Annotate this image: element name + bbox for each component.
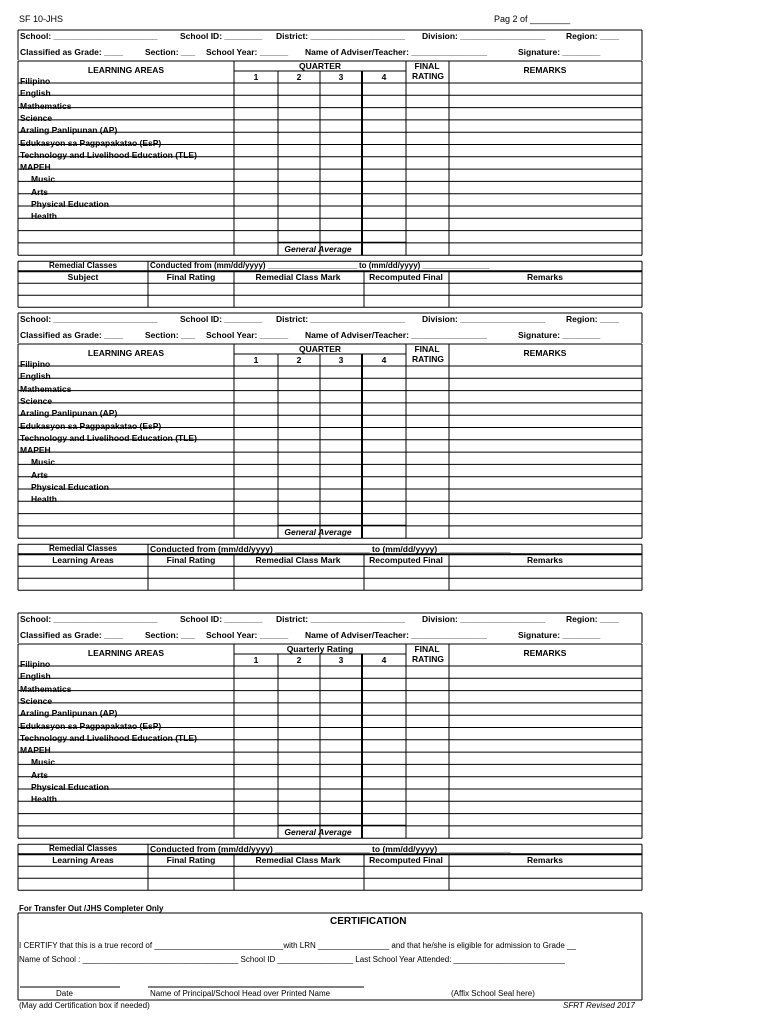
section-field: Section: ___ <box>145 330 196 340</box>
remarks-header: REMARKS <box>523 648 567 658</box>
region-field: Region: ____ <box>566 614 619 624</box>
subject-row-label: Araling Panlipunan (AP) <box>20 408 118 419</box>
section-field: Section: ___ <box>145 630 196 640</box>
remedial-col-remarks: Remarks <box>527 555 563 566</box>
remedial-col-final-rating: Final Rating <box>166 855 216 866</box>
principal-label: Name of Principal/School Head over Printed Name <box>150 989 331 998</box>
region-field: Region: ____ <box>566 314 619 324</box>
remedial-col-recomputed: Recomputed Final <box>369 555 443 566</box>
remedial-col-subject: Learning Areas <box>52 555 114 566</box>
form-code: SF 10-JHS <box>19 14 64 24</box>
quarter-2-header: 2 <box>296 355 302 365</box>
remedial-title: Remedial Classes <box>48 844 118 854</box>
school-id-field: School ID: ________ <box>180 614 263 624</box>
general-average-label: General Average <box>284 527 352 538</box>
subject-row-label: Mathematics <box>20 383 72 394</box>
subject-row-label: Edukasyon sa Pagpapakatao (EsP) <box>20 720 162 731</box>
subject-row-label: Arts <box>31 469 49 480</box>
district-field: District: ____________________ <box>276 314 406 324</box>
school-year-field: School Year: ______ <box>206 330 289 340</box>
footer-note: (May add Certification box if needed) <box>19 1001 150 1010</box>
final-header: FINAL <box>414 344 440 354</box>
subject-row-label: Technology and Livelihood Education (TLE) <box>20 732 197 743</box>
subject-row-label: Technology and Livelihood Education (TLE) <box>20 149 197 160</box>
subject-row-label: English <box>20 671 51 682</box>
subject-row-label: Science <box>20 112 53 123</box>
quarter-1-header: 1 <box>253 72 259 82</box>
subject-row-label: Health <box>31 211 57 222</box>
school-id-field: School ID: ________ <box>180 314 263 324</box>
remarks-header: REMARKS <box>523 348 567 358</box>
learning-areas-header: LEARNING AREAS <box>87 648 165 658</box>
district-field: District: ____________________ <box>276 614 406 624</box>
school-field: School: ______________________ <box>20 31 158 41</box>
signature-field: Signature: ________ <box>518 330 601 340</box>
learning-areas-header: LEARNING AREAS <box>87 348 165 358</box>
remedial-col-mark: Remedial Class Mark <box>255 272 341 283</box>
remedial-col-recomputed: Recomputed Final <box>369 855 443 866</box>
certification-title: CERTIFICATION <box>330 916 407 927</box>
remedial-title: Remedial Classes <box>48 544 118 554</box>
subject-row-label: Health <box>31 494 57 505</box>
section-field: Section: ___ <box>145 47 196 57</box>
quarter-4-header: 4 <box>381 72 387 82</box>
quarter-header: QUARTER <box>298 61 342 71</box>
transfer-note: For Transfer Out /JHS Completer Only <box>19 904 164 913</box>
subject-row-label: Filipino <box>20 359 51 369</box>
remedial-conducted-dates: Conducted from (mm/dd/yyyy) ____________________ to (mm/dd/yyyy) _______________ <box>150 844 511 855</box>
subject-row-label: Music <box>31 457 56 468</box>
remedial-col-remarks: Remarks <box>527 855 563 866</box>
adviser-field: Name of Adviser/Teacher: ________________ <box>305 47 487 57</box>
subject-row-label: MAPEH <box>20 745 51 756</box>
subject-row-label: Music <box>31 174 56 185</box>
remedial-col-recomputed: Recomputed Final <box>369 272 443 283</box>
quarter-3-header: 3 <box>338 655 344 665</box>
remedial-col-subject: Learning Areas <box>52 855 114 866</box>
quarter-1-header: 1 <box>253 355 259 365</box>
remedial-col-final-rating: Final Rating <box>166 272 216 283</box>
general-average-label: General Average <box>284 244 352 255</box>
subject-row-label: Edukasyon sa Pagpapakatao (EsP) <box>20 137 162 148</box>
subject-row-label: Technology and Livelihood Education (TLE) <box>20 432 197 443</box>
adviser-field: Name of Adviser/Teacher: ________________ <box>305 330 487 340</box>
subject-row-label: MAPEH <box>20 445 51 456</box>
remedial-col-subject: Subject <box>67 272 99 283</box>
revision-label: SFRT Revised 2017 <box>563 1001 635 1010</box>
signature-field: Signature: ________ <box>518 47 601 57</box>
subject-row-label: Physical Education <box>31 482 109 492</box>
region-field: Region: ____ <box>566 31 619 41</box>
remedial-col-mark: Remedial Class Mark <box>255 855 341 866</box>
subject-row-label: Arts <box>31 769 49 780</box>
subject-row-label: Filipino <box>20 659 51 669</box>
subject-row-label: Mathematics <box>20 683 72 694</box>
school-id-field: School ID: ________ <box>180 31 263 41</box>
division-field: Division: __________________ <box>422 31 546 41</box>
signature-field: Signature: ________ <box>518 630 601 640</box>
final-header: FINAL <box>414 61 440 71</box>
remedial-conducted-dates: Conducted from (mm/dd/yyyy) ____________________ to (mm/dd/yyyy) _______________ <box>150 544 511 555</box>
subject-row-label: English <box>20 371 51 382</box>
subject-row-label: Araling Panlipunan (AP) <box>20 125 118 136</box>
grade-field: Classified as Grade: ____ <box>20 630 124 640</box>
school-line: Name of School : ___________________________________ School ID _________________ Last School Year Attended: _________________________ <box>19 955 565 964</box>
school-field: School: ______________________ <box>20 614 158 624</box>
subject-row-label: Science <box>20 695 53 706</box>
division-field: Division: __________________ <box>422 314 546 324</box>
quarter-1-header: 1 <box>253 655 259 665</box>
quarter-header: Quarterly Rating <box>286 644 354 654</box>
rating-header: RATING <box>412 654 444 664</box>
school-field: School: ______________________ <box>20 314 158 324</box>
quarter-header: QUARTER <box>298 344 342 354</box>
date-label: Date <box>56 989 73 998</box>
final-header: FINAL <box>414 644 440 654</box>
quarter-3-header: 3 <box>338 72 344 82</box>
subject-row-label: Health <box>31 794 57 805</box>
school-year-field: School Year: ______ <box>206 47 289 57</box>
adviser-field: Name of Adviser/Teacher: ________________ <box>305 630 487 640</box>
remedial-title: Remedial Classes <box>48 261 118 271</box>
subject-row-label: English <box>20 88 51 99</box>
division-field: Division: __________________ <box>422 614 546 624</box>
quarter-2-header: 2 <box>296 655 302 665</box>
general-average-label: General Average <box>284 827 352 838</box>
subject-row-label: Mathematics <box>20 100 72 111</box>
learning-areas-header: LEARNING AREAS <box>87 65 165 75</box>
school-year-field: School Year: ______ <box>206 630 289 640</box>
subject-row-label: Araling Panlipunan (AP) <box>20 708 118 719</box>
quarter-3-header: 3 <box>338 355 344 365</box>
rating-header: RATING <box>412 354 444 364</box>
subject-row-label: Music <box>31 757 56 768</box>
district-field: District: ____________________ <box>276 31 406 41</box>
quarter-4-header: 4 <box>381 655 387 665</box>
quarter-4-header: 4 <box>381 355 387 365</box>
subject-row-label: Science <box>20 395 53 406</box>
rating-header: RATING <box>412 71 444 81</box>
subject-row-label: Physical Education <box>31 199 109 209</box>
subject-row-label: MAPEH <box>20 162 51 173</box>
seal-label: (Affix School Seal here) <box>451 989 535 998</box>
remedial-col-mark: Remedial Class Mark <box>255 555 341 566</box>
subject-row-label: Physical Education <box>31 782 109 792</box>
subject-row-label: Arts <box>31 186 49 197</box>
remedial-col-remarks: Remarks <box>527 272 563 283</box>
remedial-conducted-dates: Conducted from (mm/dd/yyyy) ____________________ to (mm/dd/yyyy) _______________ <box>150 261 490 271</box>
certify-line: I CERTIFY that this is a true record of _____________________________with LRN ________________ and that he/she is eligible for admission to Grade __ <box>19 941 576 950</box>
grade-field: Classified as Grade: ____ <box>20 47 124 57</box>
quarter-2-header: 2 <box>296 72 302 82</box>
subject-row-label: Filipino <box>20 76 51 86</box>
remarks-header: REMARKS <box>523 65 567 75</box>
page-number: Pag 2 of ________ <box>494 14 571 24</box>
remedial-col-final-rating: Final Rating <box>166 555 216 566</box>
grade-field: Classified as Grade: ____ <box>20 330 124 340</box>
subject-row-label: Edukasyon sa Pagpapakatao (EsP) <box>20 420 162 431</box>
